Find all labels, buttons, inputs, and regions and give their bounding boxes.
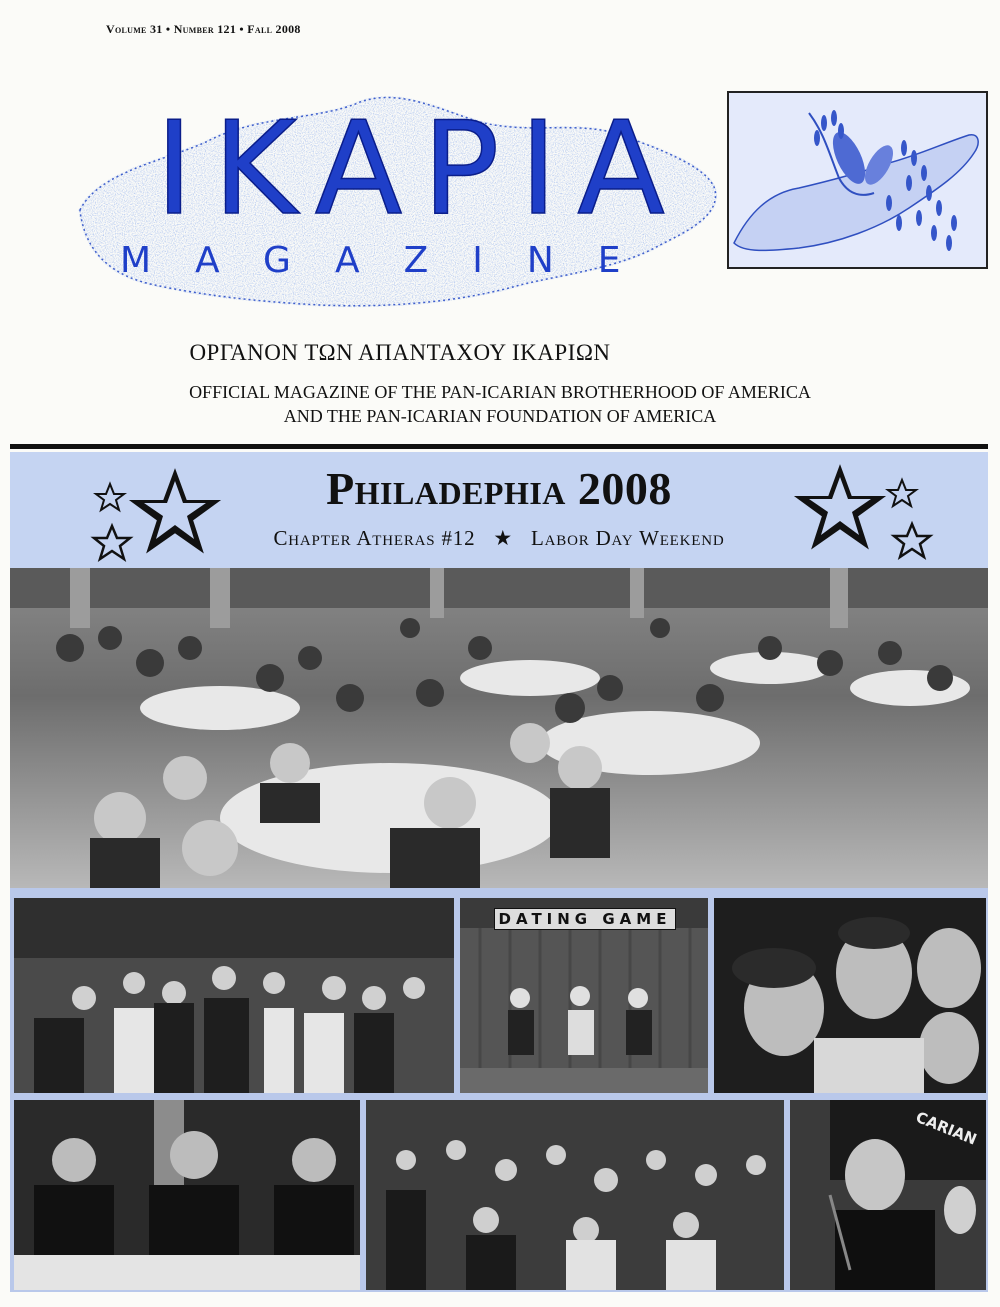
podium-banner-text: CARIAN [913,1108,980,1149]
masthead-title: IKAPIA [155,95,685,244]
masthead-subtitle: MAGAZINE [120,240,665,281]
speaker-podium-photo [790,1100,986,1290]
banner-title: Philadephia 2008 [326,463,672,514]
divider-rule [10,444,988,449]
masthead [60,80,720,320]
banner-subtitle [10,526,988,551]
small-star-icon: ★ [493,526,514,550]
official-line-1: OFFICIAL MAGAZINE OF THE PAN-ICARIAN BROTHERHOOD OF AMERICA [189,382,811,402]
event-banner [10,452,988,568]
dating-game-sign: DATING GAME [494,908,677,930]
head-table-photo [14,1100,360,1290]
weekend-label: Labor Day Weekend [531,526,725,550]
friends-closeup-photo [714,898,986,1093]
chapter-label: Chapter Atheras #12 [273,526,476,550]
dancing-photo-1 [14,898,454,1093]
icarus-drawing [727,91,988,269]
issue-line: Volume 31 • Number 121 • Fall 2008 [106,22,301,36]
dancing-photo-2 [366,1100,784,1290]
greek-subtitle: ΟΡΓΑΝΟΝ ΤΩΝ ΑΠΑΝΤΑΧΟΥ ΙΚΑΡΙΩΝ [189,340,611,365]
banquet-hall-photo [10,568,988,888]
dating-game-photo [460,898,708,1093]
official-line-2: AND THE PAN-ICARIAN FOUNDATION OF AMERICA [283,406,717,426]
